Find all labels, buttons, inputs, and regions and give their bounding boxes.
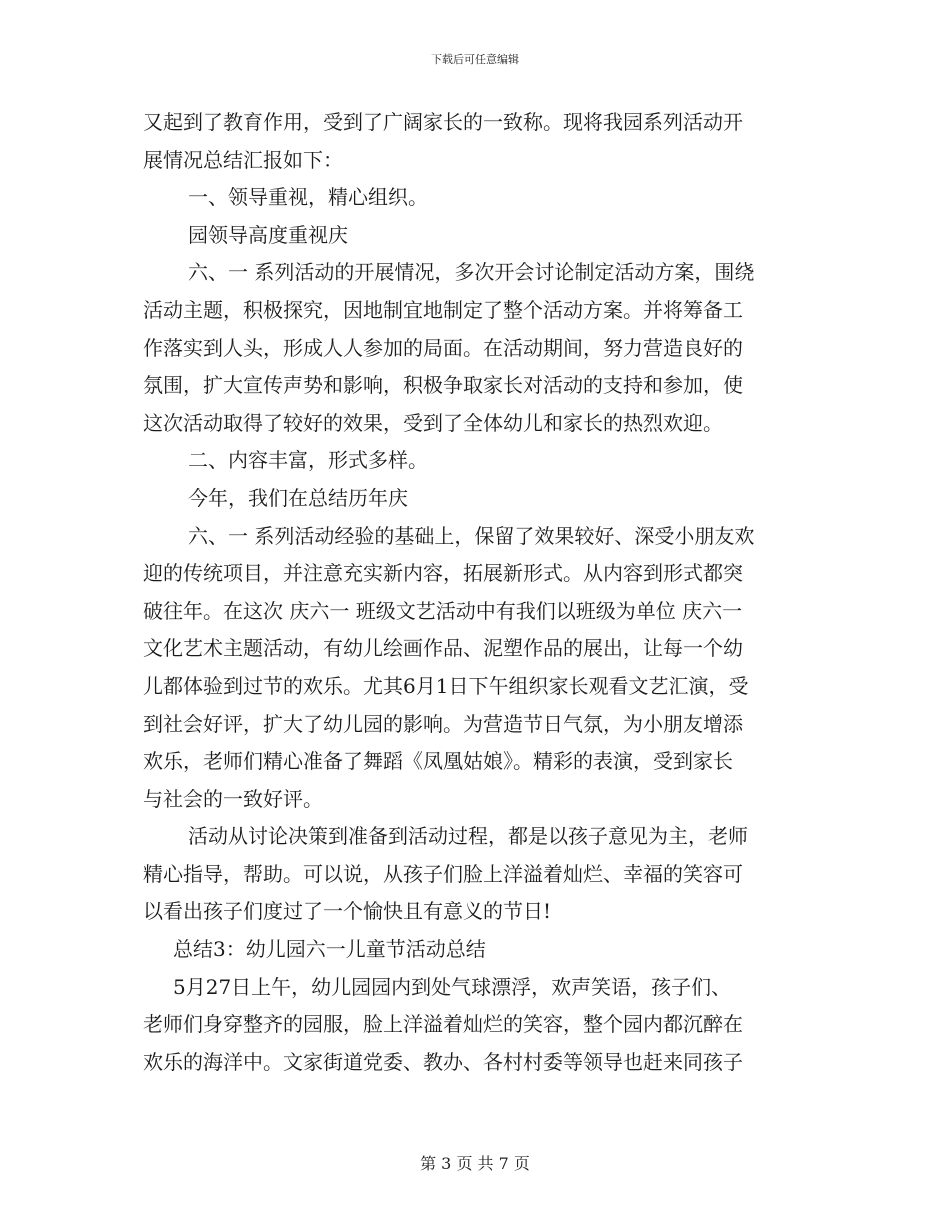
- body-line: 与社会的一致好评。: [143, 786, 323, 811]
- body-line: 5月27日上午，幼儿园园内到处气球漂浮，欢声笑语，孩子们、: [173, 974, 732, 999]
- body-line: 氛围，扩大宣传声势和影响，积极争取家长对活动的支持和参加，使: [143, 373, 743, 398]
- body-line: 六、一 系列活动的开展情况，多次开会讨论制定活动方案，围绕: [188, 260, 755, 285]
- body-line: 老师们身穿整齐的园服，脸上洋溢着灿烂的笑容，整个园内都沉醉在: [143, 1012, 743, 1037]
- body-line: 文化艺术主题活动，有幼儿绘画作品、泥塑作品的展出，让每一个幼: [143, 636, 743, 661]
- body-line: 这次活动取得了较好的效果，受到了全体幼儿和家长的热烈欢迎。: [143, 410, 723, 435]
- body-line: 又起到了教育作用，受到了广阔家长的一致称。现将我园系列活动开: [143, 110, 743, 134]
- body-line: 儿都体验到过节的欢乐。尤其6月1日下午组织家长观看文艺汇演，受: [143, 673, 749, 698]
- body-line: 迎的传统项目，并注意充实新内容，拓展新形式。从内容到形式都突: [143, 561, 743, 586]
- page-footer: 第 3 页 共 7 页: [420, 1154, 530, 1173]
- body-line: 园领导高度重视庆: [188, 222, 348, 247]
- body-line: 今年，我们在总结历年庆: [188, 485, 408, 510]
- body-line: 到社会好评，扩大了幼儿园的影响。为营造节日气氛，为小朋友增添: [143, 711, 743, 736]
- section-heading: 二、内容丰富，形式多样。: [188, 448, 428, 473]
- document-body: [143, 104, 807, 1081]
- body-line: 活动从讨论决策到准备到活动过程，都是以孩子意见为主，老师: [188, 824, 748, 849]
- section-heading: 一、领导重视，精心组织。: [188, 185, 428, 210]
- body-line: 破往年。在这次 庆六一 班级文艺活动中有我们以班级为单位 庆六一: [143, 598, 743, 623]
- body-line: 欢乐的海洋中。文家街道党委、教办、各村村委等领导也赶来同孩子: [143, 1049, 743, 1074]
- page-header: 下载后可任意编辑: [431, 53, 519, 66]
- body-line: 活动主题，积极探究，因地制宜地制定了整个活动方案。并将筹备工: [143, 297, 743, 322]
- body-line: 精心指导，帮助。可以说，从孩子们脸上洋溢着灿烂、幸福的笑容可: [143, 861, 743, 886]
- body-line: 作落实到人头，形成人人参加的局面。在活动期间，努力营造良好的: [143, 335, 743, 360]
- body-line: 欢乐，老师们精心准备了舞蹈《凤凰姑娘》。精彩的表演，受到家长: [143, 749, 733, 774]
- section-heading: 总结3：幼儿园六一儿童节活动总结: [173, 937, 486, 962]
- body-line: 以看出孩子们度过了一个愉快且有意义的节日!: [143, 899, 552, 924]
- body-line: 展情况总结汇报如下：: [143, 147, 343, 172]
- body-line: 六、一 系列活动经验的基础上，保留了效果较好、深受小朋友欢: [188, 523, 755, 548]
